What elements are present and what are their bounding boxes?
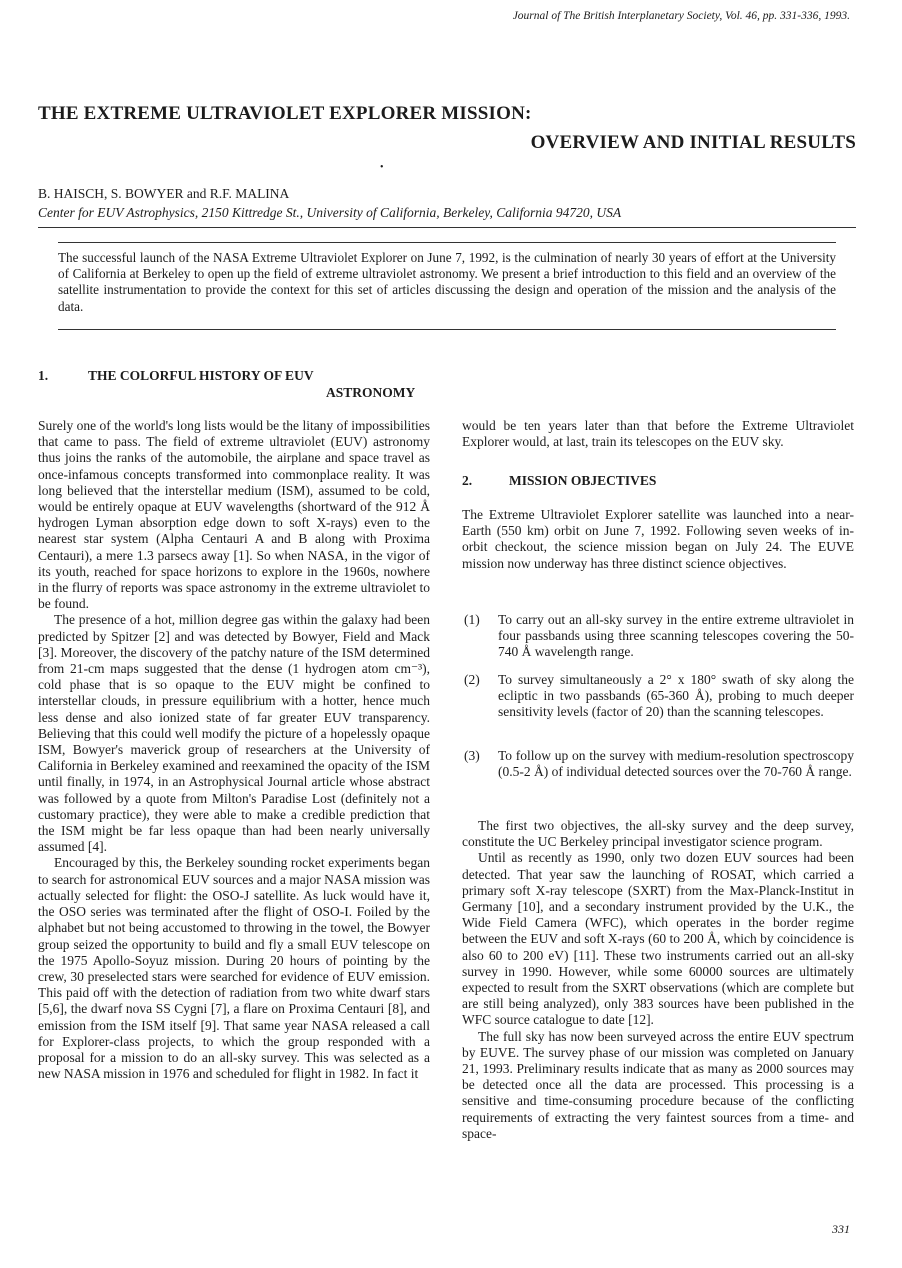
section1-title-line2: ASTRONOMY [326,385,416,400]
abstract-bottom-rule [58,329,836,330]
section2-body [462,818,854,1142]
objective-1-text: To carry out an all-sky survey in the entire extreme ultraviolet in four passbands using three scanning telescopes covering the 50-740 Å wavelength range. [498,612,854,660]
section2-paragraph-1: The first two objectives, the all-sky survey and the deep survey, constitute the UC Berkeley principal investigator science program. [462,818,854,850]
right-column-top [462,418,854,450]
abstract-top-rule [58,242,836,243]
objective-3-number: (3) [464,748,480,763]
objective-3 [464,748,854,780]
left-column [38,418,430,1082]
section1-paragraph-3: Encouraged by this, the Berkeley sounding rocket experiments began to search for astronomical EUV sources and a major NASA mission was actually selected for flight: the OSO-J satellite. As luck would have it, the OSO series was terminated after the flight of OSO-I. Foiled by the alphabet but not being accustomed to throwing in the towel, the Bowyer group seized the opportunity to build and fly a small EUV telescope on the 1975 Apollo-Soyuz mission. During 20 hours of pointing by the crew, 30 preselected stars were searched for evidence of EUV emission. This paid off with the detection of radiation from two white dwarf stars [5,6], the dwarf nova SS Cygni [7], a flare on Proxima Centauri [8], and emission from the ISM itself [9]. That same year NASA released a call for Explorer-class projects, to which the group responded with a proposal for a mission to do an all-sky survey. This was selected as a new NASA mission in 1976 and scheduled for flight in 1982. In fact it [38,855,430,1082]
page-number: 331 [832,1222,850,1236]
objective-1-number: (1) [464,612,480,627]
section1-paragraph-2: The presence of a hot, million degree gas within the galaxy had been predicted by Spitzer [2] and was detected by Bowyer, Field and Mack [3]. Moreover, the discovery of the patchy nature of the ISM determined from 21-cm maps suggested that the dense (1 hydrogen atom cm⁻³), cold phase that is so opaque to the EUV might be confined to interstellar clouds, in pressure equilibrium with a hotter, hence much less dense and also ionized state of far greater EUV transparency. Believing that this could well modify the picture of a hopelessly opaque ISM, Bowyer's maverick group of researchers at the University of California in Berkeley examined and reexamined the opacity of the ISM until finally, in 1974, in an Astrophysical Journal article whose abstract was followed by a quote from Milton's Paradise Lost (definitely not a customary practice), they were able to make a credible prediction that the ISM might be far less opaque than had been nearly universally assumed [4]. [38,612,430,855]
affiliation: Center for EUV Astrophysics, 2150 Kittredge St., University of California, Berkeley, California 94720, USA [38,205,622,220]
section1-number: 1. [38,368,49,383]
section2-intro-block [462,507,854,572]
objective-3-text: To follow up on the survey with medium-resolution spectroscopy (0.5-2 Å) of individual detected sources over the 70-760 Å range. [498,748,854,780]
col2-continuation: would be ten years later than that before the Extreme Ultraviolet Explorer would, at last, train its telescopes on the EUV sky. [462,418,854,450]
objective-2-number: (2) [464,672,480,687]
header-rule [38,227,856,228]
abstract: The successful launch of the NASA Extreme Ultraviolet Explorer on June 7, 1992, is the culmination of nearly 30 years of effort at the University of California at Berkeley to open up the field of extreme ultraviolet astronomy. We present a brief introduction to this field and an overview of the satellite instrumentation to provide the context for this set of articles discussing the design and operation of the mission and the analysis of the data. [58,250,836,314]
authors: B. HAISCH, S. BOWYER and R.F. MALINA [38,186,290,201]
stray-dot: • [380,162,384,173]
section2-intro: The Extreme Ultraviolet Explorer satellite was launched into a near-Earth (550 km) orbit on June 7, 1992. Following seven weeks of in-orbit checkout, the science mission began on July 24. The EUVE mission now underway has three distinct science objectives. [462,507,854,571]
paper-title-line2: OVERVIEW AND INITIAL RESULTS [530,132,856,153]
section2-title: MISSION OBJECTIVES [509,473,657,488]
section2-paragraph-2: Until as recently as 1990, only two dozen EUV sources had been detected. That year saw the launching of ROSAT, which carried a primary soft X-ray telescope (SXRT) from the Max-Planck-Institut in Germany [10], and a secondary instrument provided by the U.K., the Wide Field Camera (WFC), which operates in the border regime between the EUV and soft X-rays (60 to 200 Å, which by coincidence is also 60 to 200 eV) [11]. These two instruments carried out an all-sky survey in 1990. However, while some 60000 sources are ultimately expected to result from the SXRT observations (which are complete but are still being analyzed), only 383 sources have been published in the WFC source catalogue to date [12]. [462,850,854,1028]
journal-citation: Journal of The British Interplanetary Society, Vol. 46, pp. 331-336, 1993. [512,10,850,22]
section2-number: 2. [462,473,473,488]
section1-title-line1: THE COLORFUL HISTORY OF EUV [88,368,314,383]
paper-title-line1: THE EXTREME ULTRAVIOLET EXPLORER MISSION: [38,103,532,124]
objective-1 [464,612,854,661]
objective-2 [464,672,854,721]
objective-2-text: To survey simultaneously a 2° x 180° swath of sky along the ecliptic in two passbands (65-360 Å), probing to much deeper sensitivity levels (factor of 20) than the scanning telescopes. [498,672,854,720]
section1-paragraph-1: Surely one of the world's long lists would be the litany of impossibilities that came to pass. The field of extreme ultraviolet (EUV) astronomy thus joins the ranks of the automobile, the airplane and space travel as once-infamous concepts transformed into commonplace reality. It was long believed that the interstellar medium (ISM), assumed to be cold, would be entirely opaque at EUV wavelengths (shortward of the 912 Å hydrogen Lyman absorption edge down to soft X-rays) even to the nearest star system (Alpha Centauri A and B along with Proxima Centauri), a mere 1.3 parsecs away [1]. So when NASA, in the vigor of its youth, reached for space horizons to explore in the 1960s, nowhere in the flurry of reports was space astronomy in the extreme ultraviolet to be found. [38,418,430,612]
section2-paragraph-3: The full sky has now been surveyed across the entire EUV spectrum by EUVE. The survey phase of our mission was completed on January 21, 1993. Preliminary results indicate that as many as 2000 sources may be detected once all the data are processed. This processing is a sensitive and time-consuming procedure because of the conflicting requirements of extracting the very faintest sources from a time- and space- [462,1028,854,1141]
